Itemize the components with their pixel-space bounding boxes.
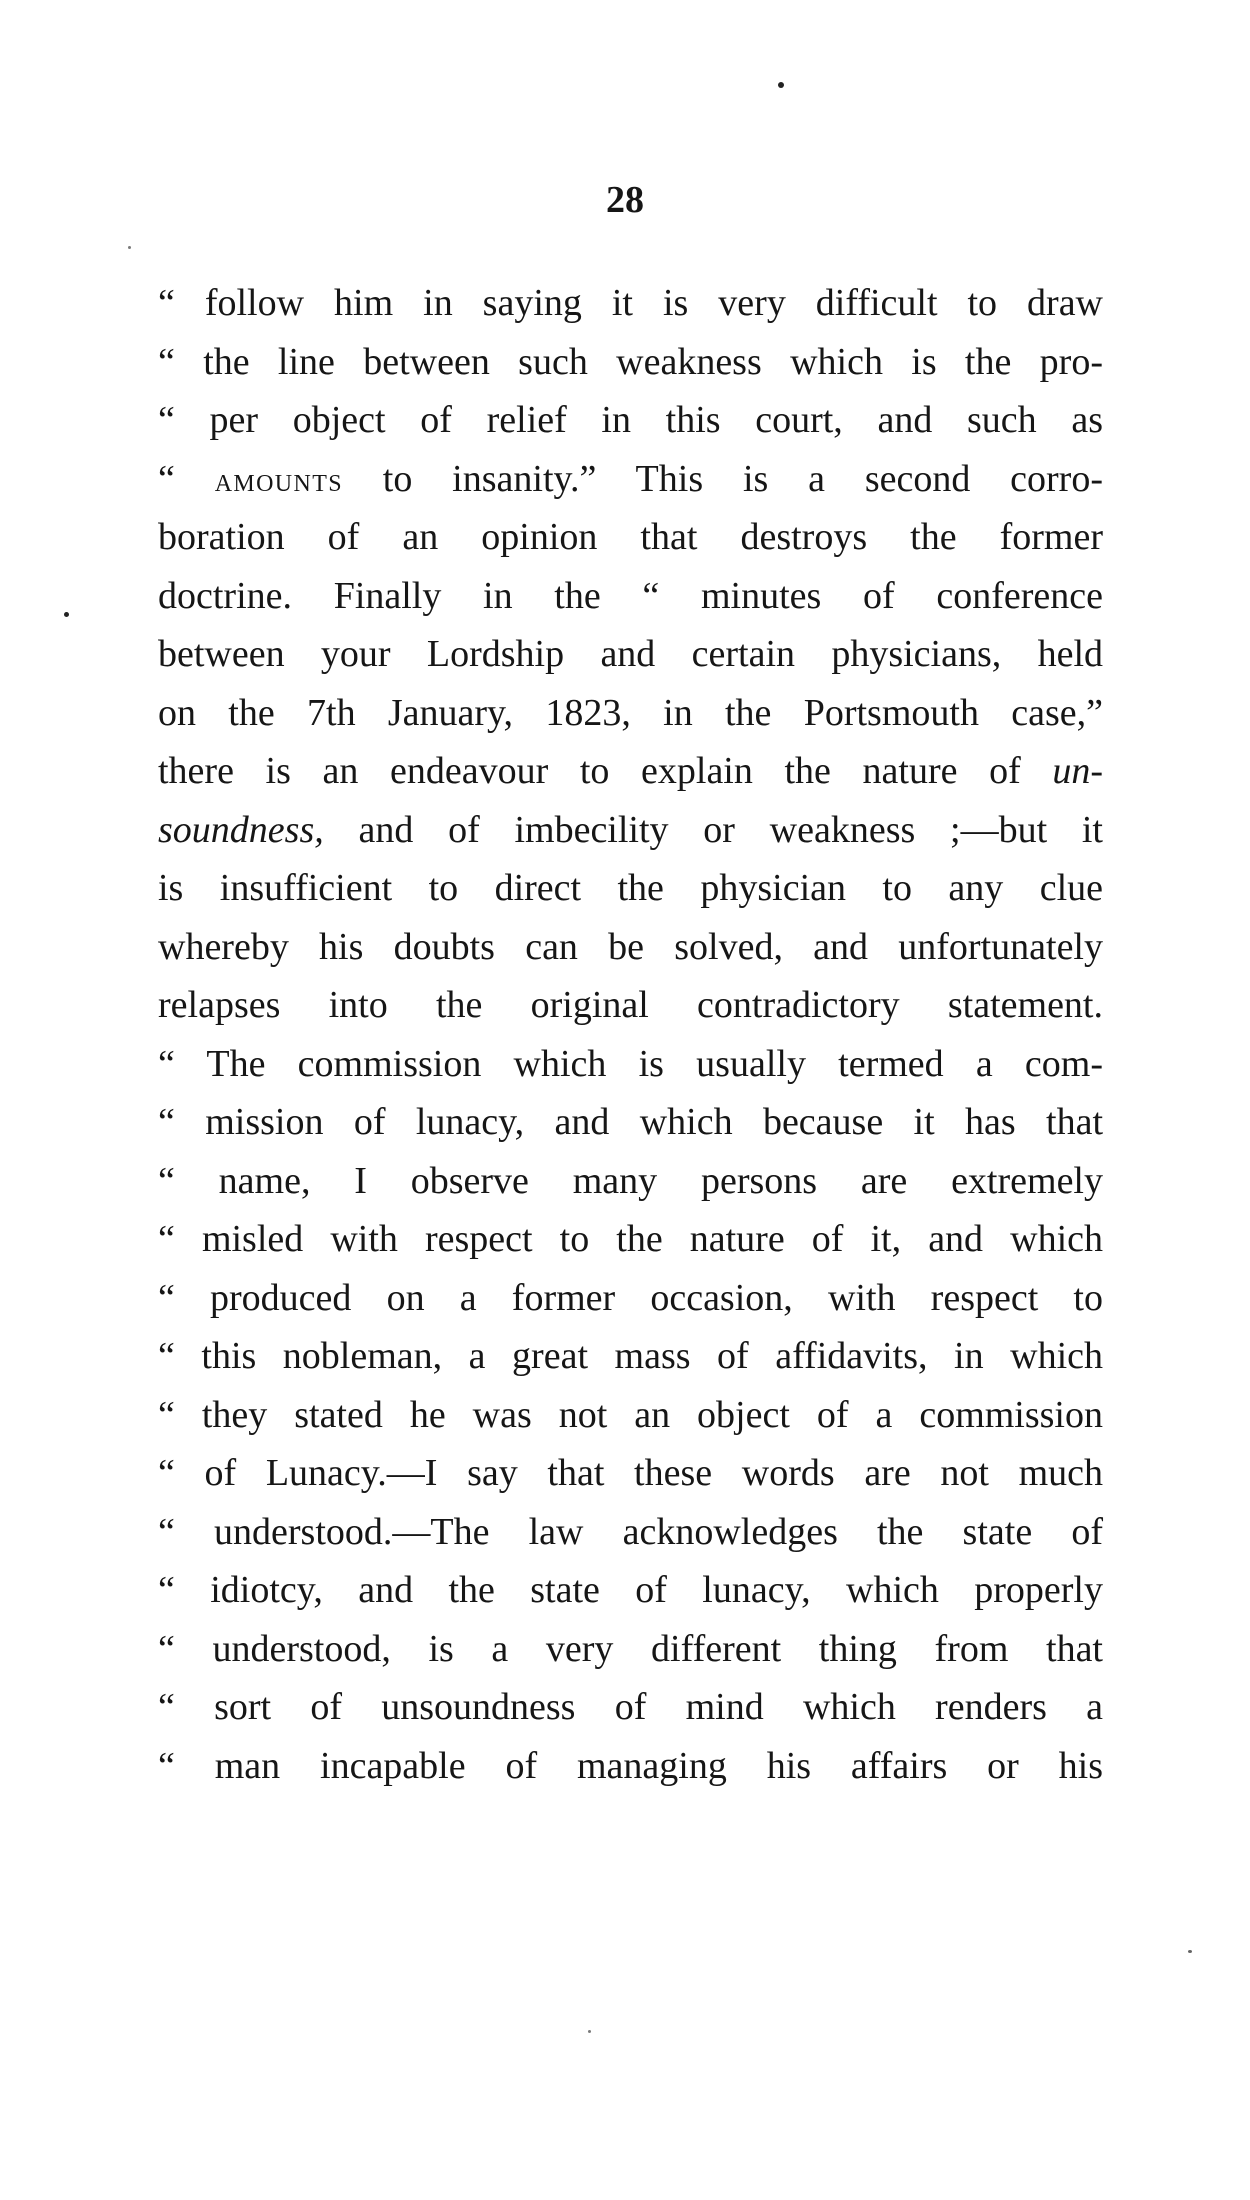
text-line: “ name, I observe many persons are extremely bbox=[158, 1159, 1103, 1202]
text-line: soundness, and of imbecility or weakness ;—but it bbox=[158, 808, 1103, 851]
body-text bbox=[158, 274, 1103, 1795]
text-line: whereby his doubts can be solved, and unfortunately bbox=[158, 925, 1103, 968]
text-line: “ misled with respect to the nature of it, and which bbox=[158, 1218, 1103, 1260]
text-line: between your Lordship and certain physicians, held bbox=[158, 633, 1103, 675]
text-line: “ sort of unsoundness of mind which renders a bbox=[158, 1686, 1103, 1728]
text-line: doctrine. Finally in the “ minutes of conference bbox=[158, 574, 1103, 617]
text-line: there is an endeavour to explain the nature of un- bbox=[158, 750, 1103, 792]
text-line: “ follow him in saying it is very difficult to draw bbox=[158, 282, 1103, 324]
text-line: is insufficient to direct the physician to any clue bbox=[158, 867, 1103, 909]
text-line: “ amounts to insanity.” This is a second corro- bbox=[158, 457, 1103, 500]
text-line: on the 7th January, 1823, in the Portsmouth case,” bbox=[158, 691, 1103, 734]
text-line: “ of Lunacy.—I say that these words are not much bbox=[158, 1452, 1103, 1494]
text-line: boration of an opinion that destroys the former bbox=[158, 516, 1103, 558]
paper-speck bbox=[128, 246, 131, 249]
italic-word: soundness, bbox=[158, 808, 324, 851]
italic-word: un- bbox=[1052, 750, 1103, 792]
paper-speck bbox=[64, 612, 69, 617]
text-line: relapses into the original contradictory statement. bbox=[158, 984, 1103, 1026]
paper-speck bbox=[588, 2030, 591, 2033]
text-line: “ idiotcy, and the state of lunacy, which properly bbox=[158, 1569, 1103, 1611]
text-line: “ understood, is a very different thing from that bbox=[158, 1627, 1103, 1670]
text-line: “ man incapable of managing his affairs or his bbox=[158, 1744, 1103, 1787]
text-line: “ the line between such weakness which is the pro- bbox=[158, 340, 1103, 383]
paper-speck bbox=[1188, 1950, 1192, 1953]
text-line: “ this nobleman, a great mass of affidavits, in which bbox=[158, 1335, 1103, 1377]
text-line: “ per object of relief in this court, and such as bbox=[158, 399, 1103, 441]
text-line: “ The commission which is usually termed a com- bbox=[158, 1042, 1103, 1085]
text-line: “ understood.—The law acknowledges the state of bbox=[158, 1510, 1103, 1553]
text-line: “ mission of lunacy, and which because it has that bbox=[158, 1101, 1103, 1143]
text-line: “ produced on a former occasion, with respect to bbox=[158, 1276, 1103, 1319]
page-number: 28 bbox=[606, 179, 644, 221]
text-line: “ they stated he was not an object of a commission bbox=[158, 1393, 1103, 1436]
small-caps-word: amounts bbox=[214, 461, 343, 499]
paper-speck bbox=[778, 82, 784, 88]
